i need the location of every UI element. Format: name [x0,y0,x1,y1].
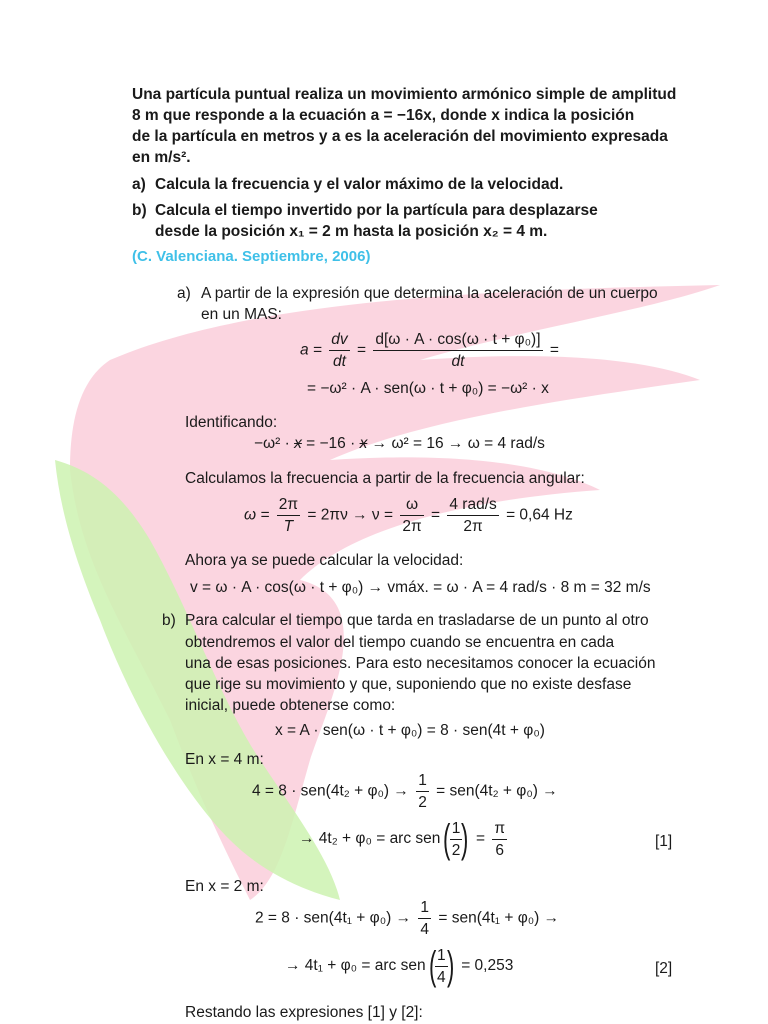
eq4-part-c: = [431,506,441,524]
problem-source: (C. Valenciana. Septiembre, 2006) [132,248,371,265]
eq4-part-d: = 0,64 Hz [506,506,573,524]
eq1-equals: = [356,341,367,359]
eq3-part-a: −ω² · [254,435,295,452]
eq4-f3-den: 2π [463,518,483,535]
equation-7 [252,771,558,812]
solution-b-paragraph-4: que rige su movimiento y que, suponiendo que no existe desfase [185,676,632,693]
eq10-fraction [435,946,448,987]
solution-b-label: b) [162,612,176,629]
en-x-4-label: En x = 4 m: [185,751,264,768]
eq3-x-cancelled-2: x [359,435,368,452]
eq8-f2-num: π [492,819,507,840]
eq4-fraction-3 [447,495,498,536]
eq3-part-b: = −16 · [301,435,360,452]
eq9-f-den: 4 [420,921,430,938]
eq9-fraction [418,898,431,939]
problem-line-1: Una partícula puntual realiza un movimiento armónico simple de amplitud [132,86,677,103]
solution-b-paragraph-1: Para calcular el tiempo que tarda en trasladarse de un punto al otro [185,612,649,629]
equation-tag-1: [1] [655,833,673,850]
eq7-f-den: 2 [418,794,427,811]
equation-3 [254,435,545,453]
equation-2: = −ω² · A · sen(ω · t + φ₀) = −ω² · x [307,380,549,397]
solution-a-intro-2: en un MAS: [201,306,282,323]
equation-6: x = A · sen(ω · t + φ₀) = 8 · sen(4t + φ₀) [275,722,545,739]
eq1-f1-num: dv [329,330,349,351]
eq7-part-a: 4 = 8 · sen(4t₂ + φ₀) → [252,782,409,800]
equation-9 [255,898,559,939]
eq9-part-b: = sen(4t₁ + φ₀) → [438,909,560,927]
solution-a-intro-1: A partir de la expresión que determina la aceleración de un cuerpo [201,285,658,302]
eq3-part-c: → ω² = 16 → ω = 4 rad/s [367,435,545,452]
eq8-left-paren: ( [443,817,451,861]
eq8-f2-den: 6 [495,841,505,859]
eq9-f-num: 1 [418,898,431,919]
eq1-lhs: a = [300,341,322,359]
eq8-f-den: 2 [451,841,461,859]
eq10-part-a: → 4t₁ + φ₀ = arc sen [285,957,426,975]
equation-1 [300,330,559,371]
eq10-f-num: 1 [435,946,448,967]
en-x-2-label: En x = 2 m: [185,878,264,895]
eq8-f-num: 1 [450,819,463,840]
eq1-f1-den: dt [333,353,346,370]
eq4-fraction-2 [400,495,423,536]
eq4-part-a: ω = [244,506,270,524]
eq1-fraction-2 [373,330,542,371]
eq10-f-den: 4 [436,968,446,986]
equation-8 [299,817,510,861]
restando-text: Restando las expresiones [1] y [2]: [185,1004,423,1021]
eq7-part-b: = sen(4t₂ + φ₀) → [436,782,558,800]
eq10-left-paren: ( [428,944,436,988]
eq4-f2-den: 2π [402,518,422,535]
question-b-label: b) [132,202,147,219]
velocity-text: Ahora ya se puede calcular la velocidad: [185,552,464,569]
eq7-f-num: 1 [416,771,429,792]
eq8-part-b: = [476,830,486,848]
question-b-text-1: Calcula el tiempo invertido por la partícula para desplazarse [155,202,598,219]
equation-tag-2: [2] [655,960,673,977]
eq1-end: = [549,341,559,359]
eq1-f2-den: dt [451,353,465,370]
eq10-right-paren: ) [446,944,454,988]
eq4-f1-num: 2π [277,495,300,516]
solution-b-paragraph-2: obtendremos el valor del tiempo cuando se encuentra en cada [185,634,615,651]
eq1-f2-num: d[ω · A · cos(ω · t + φ₀)] [373,330,542,351]
eq8-part-a: → 4t₂ + φ₀ = arc sen [299,830,441,848]
equation-10 [285,944,513,988]
eq10-part-b: = 0,253 [461,957,514,975]
problem-line-2: 8 m que responde a la ecuación a = −16x, donde x indica la posición [132,107,635,124]
equation-4 [244,495,573,536]
eq4-f2-num: ω [400,495,423,516]
eq1-fraction-1 [329,330,349,371]
identificando-label: Identificando: [185,414,278,431]
problem-line-3: de la partícula en metros y a es la aceleración del movimiento expresada [132,128,668,145]
problem-line-4: en m/s². [132,149,191,166]
question-a-label: a) [132,176,146,193]
frequency-text: Calculamos la frecuencia a partir de la frecuencia angular: [185,470,585,487]
solution-b-paragraph-5: inicial, puede obtenerse como: [185,697,396,714]
equation-5: v = ω · A · cos(ω · t + φ₀) → vmáx. = ω · A = 4 rad/s · 8 m = 32 m/s [190,579,651,596]
eq4-f3-num: 4 rad/s [447,495,498,516]
eq4-f1-den: T [283,518,294,535]
question-a-text: Calcula la frecuencia y el valor máximo de la velocidad. [155,176,564,193]
eq9-part-a: 2 = 8 · sen(4t₁ + φ₀) → [255,909,412,927]
eq4-part-b: = 2πν → ν = [307,506,394,524]
eq4-fraction-1 [277,495,300,536]
eq7-fraction [416,771,429,812]
eq8-right-paren: ) [461,817,469,861]
question-b-text-2: desde la posición x₁ = 2 m hasta la posición x₂ = 4 m. [155,223,548,240]
eq8-fraction-2 [492,819,507,860]
eq3-x-cancelled-1: x [294,435,302,452]
solution-a-label: a) [177,285,191,302]
solution-b-paragraph-3: una de esas posiciones. Para esto necesitamos conocer la ecuación [185,655,656,672]
